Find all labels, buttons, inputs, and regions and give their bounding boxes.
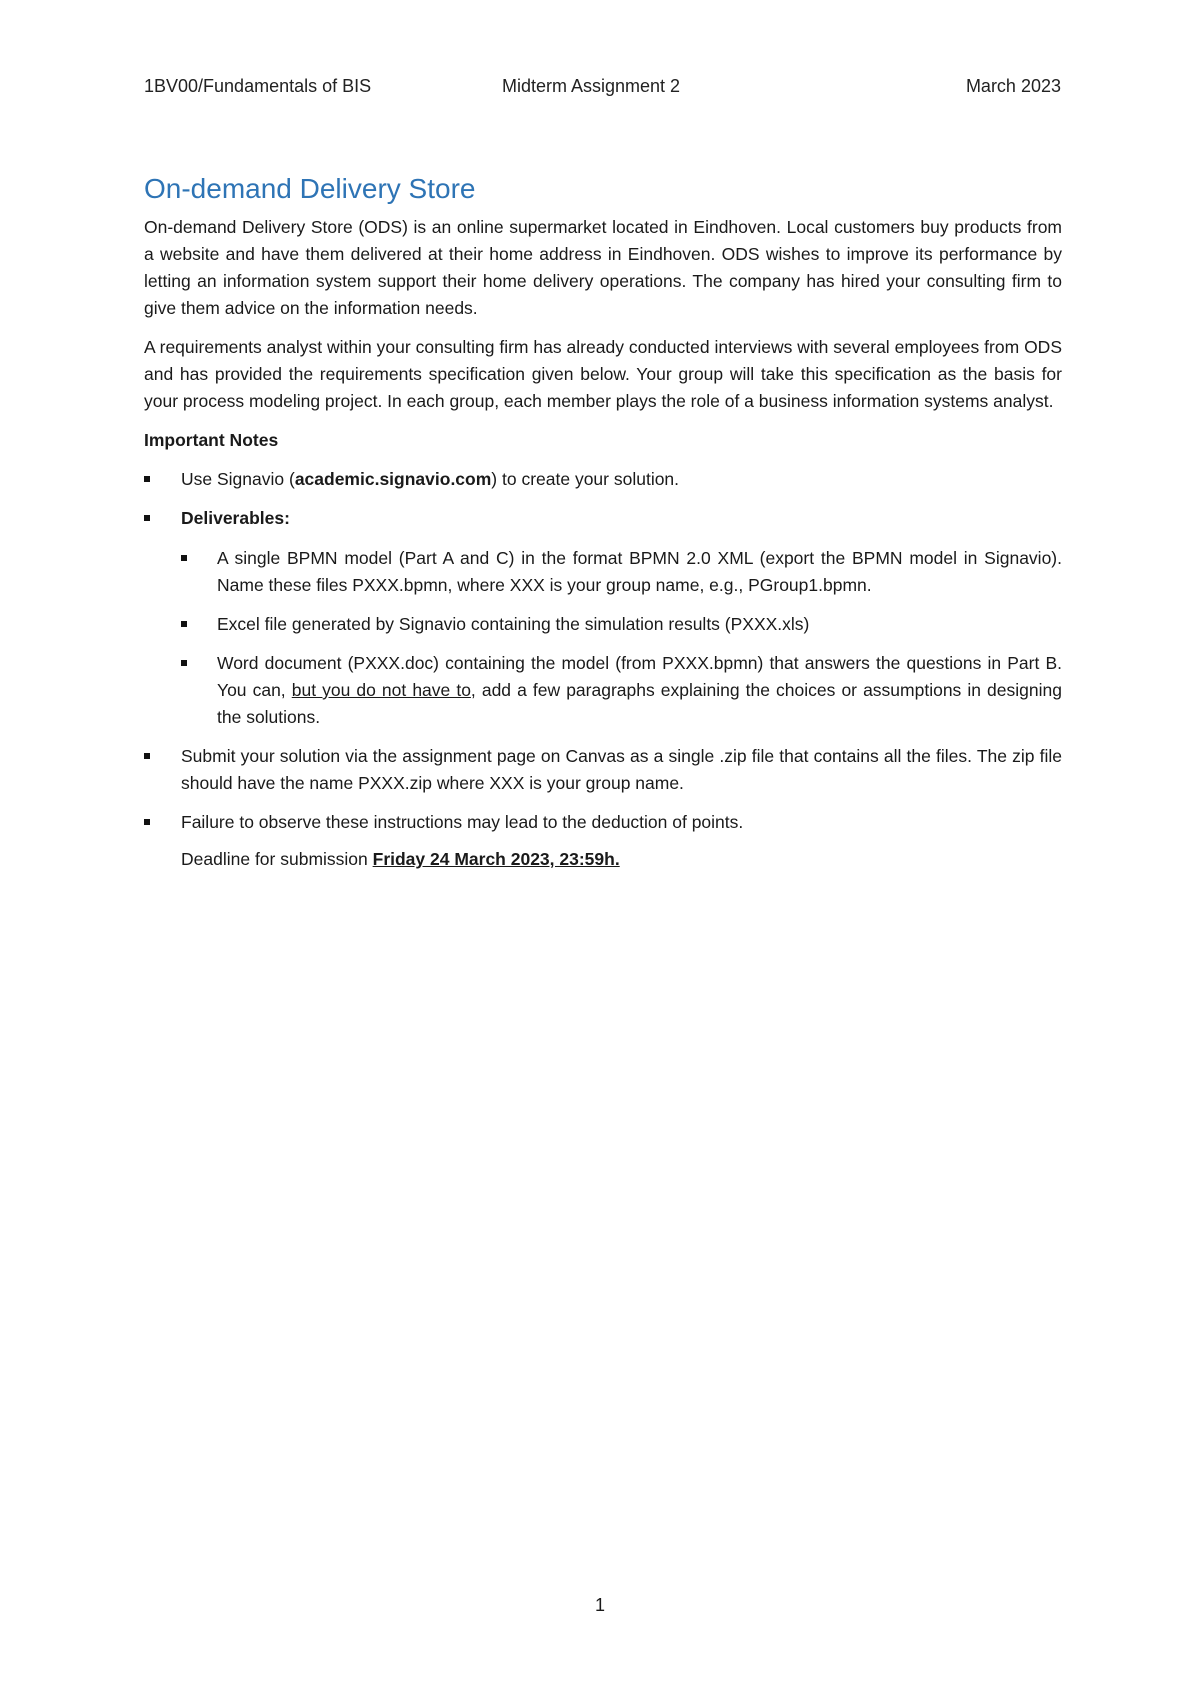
signavio-link[interactable]: academic.signavio.com [294, 469, 492, 489]
deliverable-text-underlined: but you do not have to [291, 680, 471, 700]
signavio-text-after: ) to create your solution. [491, 469, 680, 489]
page-number: 1 [594, 1595, 605, 1615]
list-item-signavio [144, 466, 1062, 493]
header-assignment: Midterm Assignment 2 [502, 76, 681, 96]
deliverable-item-word [181, 650, 1062, 731]
square-bullet-icon [144, 753, 150, 759]
notes-heading: Important Notes [144, 430, 279, 450]
deliverable-text-after: , add a few paragraphs explaining the choices or assumptions in designing the solutions. [217, 680, 1062, 727]
square-bullet-icon [181, 555, 187, 561]
square-bullet-icon [144, 476, 150, 482]
deliverable-item-excel [181, 611, 1062, 638]
main-content [144, 170, 1062, 873]
notes-list [144, 466, 1062, 836]
analyst-paragraph: A requirements analyst within your consulting firm has already conducted interviews with several employees from ODS and has provided the requirements specification given below. Your group will take this specification as the basis for your process modeling project. In each group, each member plays the role of a business information systems analyst. [144, 337, 1062, 411]
deadline-date: Friday 24 March 2023, 23:59h. [372, 849, 620, 869]
header-course: 1BV00/Fundamentals of BIS [144, 76, 372, 96]
deadline-line [144, 846, 1062, 873]
deliverable-item-bpmn [181, 545, 1062, 599]
signavio-text-before: Use Signavio ( [181, 469, 295, 489]
square-bullet-icon [181, 621, 187, 627]
deliverable-text: A single BPMN model (Part A and C) in the format BPMN 2.0 XML (export the BPMN model in Signavio). Name these files PXXX.bpmn, where XXX is your group name, e.g., PGroup1.bpmn. [217, 548, 1062, 595]
list-item-failure [144, 809, 1062, 836]
deadline-label: Deadline for submission [181, 849, 373, 869]
intro-paragraph: On-demand Delivery Store (ODS) is an online supermarket located in Eindhoven. Local customers buy products from a website and have them delivered at their home address in Eindhoven. ODS wishes to improve its performance by letting an information system support their home delivery operations. The company has hired your consulting firm to give them advice on the information needs. [144, 217, 1062, 318]
failure-text: Failure to observe these instructions may lead to the deduction of points. [181, 812, 744, 832]
deliverables-label: Deliverables: [181, 508, 290, 528]
square-bullet-icon [144, 515, 150, 521]
header-date: March 2023 [965, 76, 1061, 96]
deliverable-text: Excel file generated by Signavio containing the simulation results (PXXX.xls) [217, 614, 810, 634]
list-item-submit [144, 743, 1062, 797]
square-bullet-icon [181, 660, 187, 666]
submit-text: Submit your solution via the assignment page on Canvas as a single .zip file that contains all the files. The zip file should have the name PXXX.zip where XXX is your group name. [181, 746, 1062, 793]
square-bullet-icon [144, 819, 150, 825]
page-title: On-demand Delivery Store [144, 173, 476, 204]
deliverable-text-before: Word document (PXXX.doc) containing the model (from PXXX.bpmn) that answers the questions in Part B. You can, [217, 653, 1062, 700]
list-item-deliverables [144, 505, 1062, 731]
deliverables-list [181, 545, 1062, 731]
